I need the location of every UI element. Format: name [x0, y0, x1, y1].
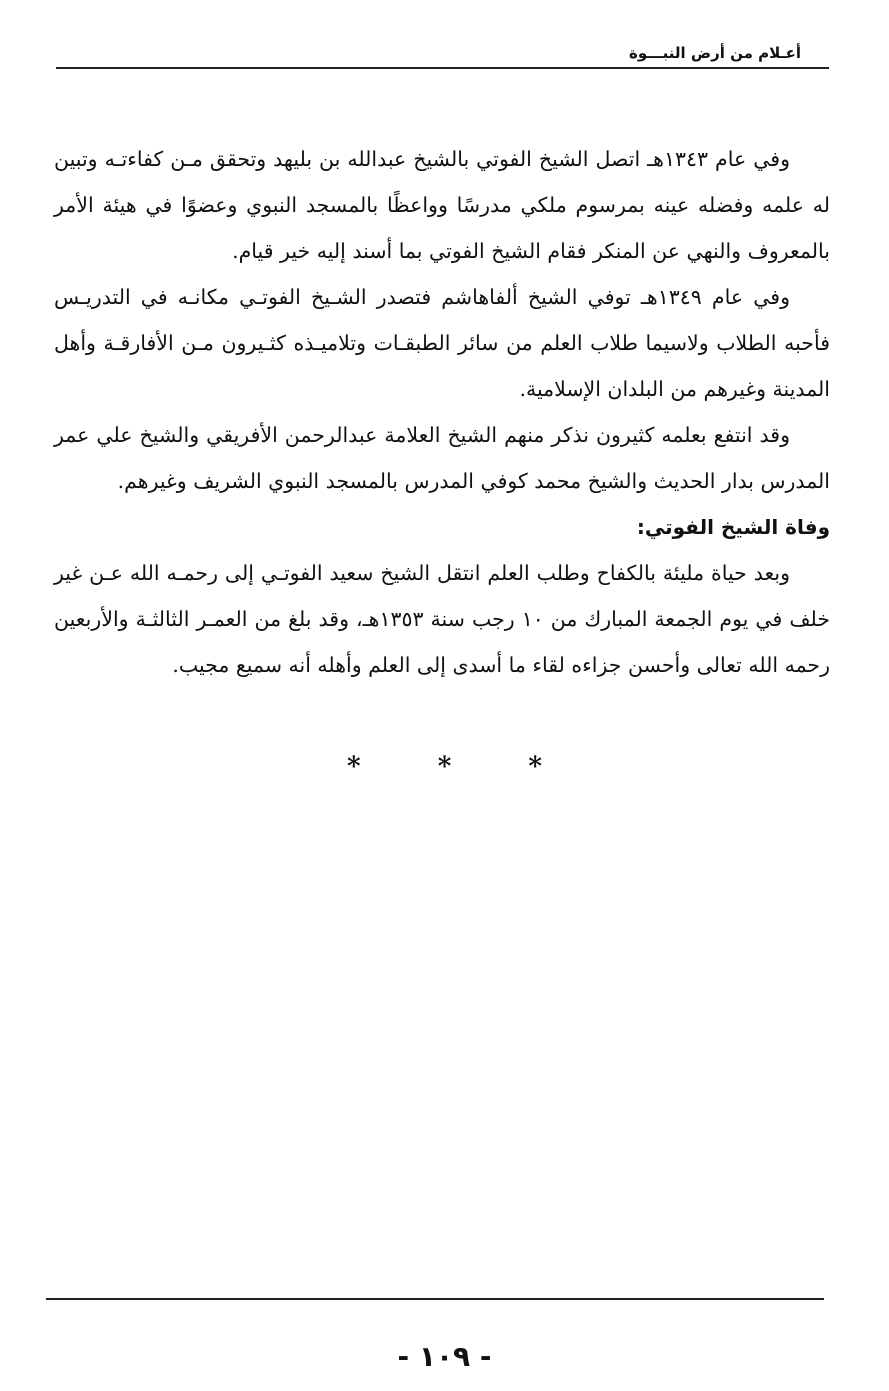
- paragraph-1: وفي عام ١٣٤٣هـ اتصل الشيخ الفوتي بالشيخ عبدالله بن بليهد وتحقق مـن كفاءتـه وتبين له علمه وفضله عينه بمرسوم ملكي مدرسًا وواعظًا بالمسجد النبوي وعضوًا في هيئة الأمر بالمعروف والنهي عن المنكر فقام الشيخ الفوتي بما أسند إليه خير قيام.: [54, 147, 830, 263]
- paragraph-3: وقد انتفع بعلمه كثيرون نذكر منهم الشيخ العلامة عبدالرحمن الأفريقي والشيخ علي عمر المدرس بدار الحديث والشيخ محمد كوفي المدرس بالمسجد النبوي الشريف وغيرهم.: [54, 423, 830, 493]
- section-separator: * * *: [347, 752, 576, 782]
- page-number: - ١٠٩ -: [397, 1340, 492, 1373]
- footer-rule: [46, 1298, 824, 1300]
- paragraph-2: وفي عام ١٣٤٩هـ توفي الشيخ ألفاهاشم فتصدر الشـيخ الفوتـي مكانـه في التدريـس فأحبه الطلاب ولاسيما طلاب العلم من سائر الطبقـات وتلاميـذه كثـيرون مـن الأفارقـة وأهل المدينة وغيرهم من البلدان الإسلامية.: [54, 285, 830, 401]
- closing-paragraph: وبعد حياة مليئة بالكفاح وطلب العلم انتقل الشيخ سعيد الفوتـي إلى رحمـه الله عـن غير خلف في يوم الجمعة المبارك من ١٠ رجب سنة ١٣٥٣هـ، وقد بلغ من العمـر الثالثـة والأربعين رحمه الله تعالى وأحسن جزاءه لقاء ما أسدى إلى العلم وأهله أنه سميع مجيب.: [54, 561, 830, 677]
- header-rule: [56, 67, 829, 69]
- section-heading: وفاة الشيخ الفوتي:: [636, 515, 830, 539]
- running-header: أعـلام من أرض النبـــوة: [629, 44, 801, 62]
- body-text: [54, 136, 830, 688]
